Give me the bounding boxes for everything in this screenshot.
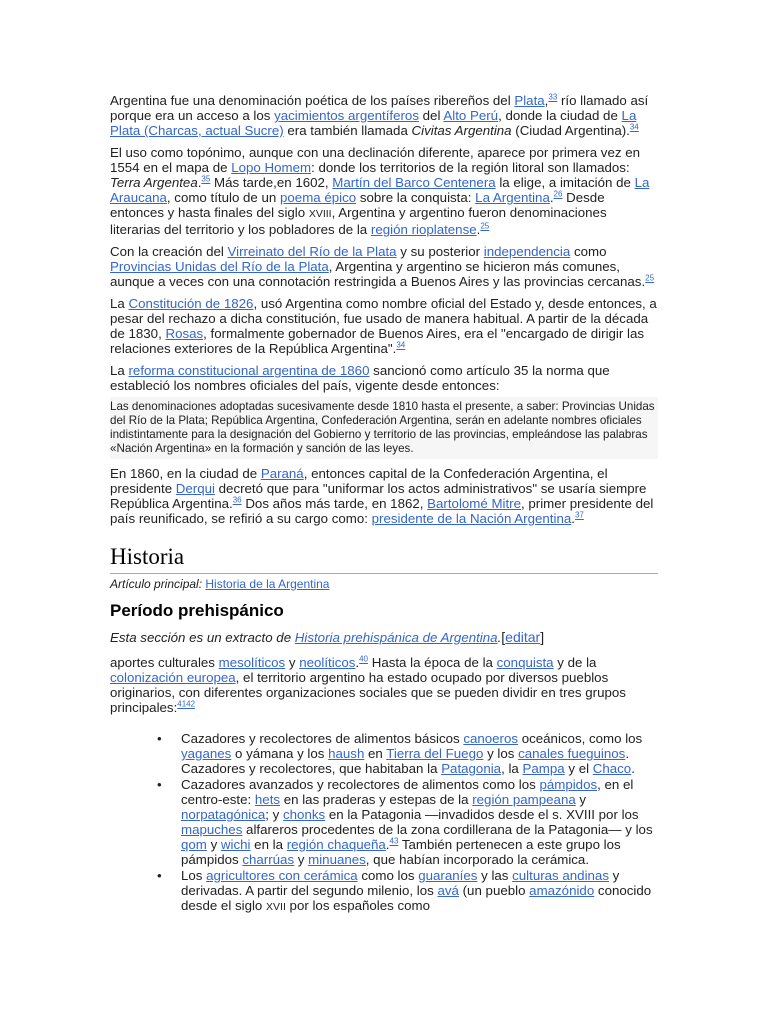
link-poema-epico[interactable]: poema épico — [280, 190, 357, 205]
article-body — [110, 93, 658, 916]
reference-25[interactable]: 25 — [645, 273, 655, 283]
paragraph-virreinato — [110, 244, 658, 289]
italic-text: Terra Argentea — [110, 175, 198, 190]
text: . — [385, 837, 390, 852]
link-canales-fueguinos[interactable]: canales fueguinos — [518, 746, 626, 761]
text: : donde los territorios de la región litoral son llamados: — [311, 160, 630, 175]
century-numeral: XVIII — [308, 208, 332, 220]
link-haush[interactable]: haush — [328, 746, 365, 761]
text: en las praderas y estepas de la — [280, 792, 473, 807]
excerpt-note — [110, 630, 658, 645]
text: , la — [501, 761, 523, 776]
link-derqui[interactable]: Derqui — [175, 481, 215, 496]
text: , en el centro-este: — [181, 777, 634, 807]
link-minuanes[interactable]: minuanes — [308, 852, 366, 867]
italic-text: Civitas Argentina — [411, 123, 512, 138]
link-mapuches[interactable]: mapuches — [181, 822, 243, 837]
edit-link[interactable]: editar — [505, 629, 541, 645]
link-canoeros[interactable]: canoeros — [463, 731, 519, 746]
text: . — [549, 190, 554, 205]
text: Argentina fue una denominación poética de los países ribereños del — [110, 93, 515, 108]
link-alto-peru[interactable]: Alto Perú — [443, 108, 499, 123]
link-region-pampeana[interactable]: región pampeana — [472, 792, 576, 807]
text: , donde la ciudad de — [498, 108, 622, 123]
link-virreinato[interactable]: Virreinato del Río de la Plata — [227, 244, 397, 259]
text: sobre la conquista: — [356, 190, 476, 205]
link-lopo-homem[interactable]: Lopo Homem — [231, 160, 312, 175]
paragraph-pueblos — [110, 655, 658, 715]
text: , usó Argentina como nombre oficial del Estado y, desde entonces, a pesar del rechazo a dicha constitución, fue usado de manera habitual. A partir de la década de 1830, — [110, 296, 657, 341]
link-patagonia[interactable]: Patagonia — [441, 761, 502, 776]
reference-41[interactable]: 41 — [177, 699, 187, 709]
text: Desde entonces y hasta finales del siglo — [110, 190, 605, 220]
text: . — [631, 761, 635, 776]
text: sancionó como artículo 35 la norma que estableció los nombres oficiales del país, vigente desde entonces: — [110, 363, 610, 393]
reference-37[interactable]: 37 — [574, 510, 584, 520]
reference-25[interactable]: 25 — [480, 221, 490, 231]
text: y de la — [553, 655, 597, 670]
link-historia-argentina[interactable]: Historia de la Argentina — [205, 577, 330, 591]
blockquote-article-35: Las denominaciones adoptadas sucesivamente desde 1810 hasta el presente, a saber: Provincias Unidas del Río de la Plata; República Argentina, Confederación Argentina, serán en adelante nombres oficiales indistintamente para la designación del Gobierno y territorio de las provincias, empleándose las palabras «Nación Argentina» en la formación y sanción de las leyes. — [110, 397, 658, 459]
text: era también llamada — [283, 123, 412, 138]
list-item — [157, 868, 658, 915]
text: aportes culturales — [110, 655, 219, 670]
text: , que habían incorporado la cerámica. — [365, 852, 590, 867]
link-rosas[interactable]: Rosas — [165, 326, 204, 341]
reference-34[interactable]: 34 — [396, 340, 406, 350]
text: , el territorio argentino ha estado ocupado por diversos pueblos originarios, con diferentes organizaciones sociales que se pueden dividir en tres grupos principales: — [110, 670, 626, 715]
text: en la Patagonia —invadidos desde el s. XVIII por los — [325, 807, 639, 822]
link-pampidos[interactable]: pámpidos — [539, 777, 598, 792]
reference-26[interactable]: 26 — [553, 189, 563, 199]
list-groups — [110, 731, 658, 915]
link-guaranies[interactable]: guaraníes — [418, 868, 478, 883]
link-la-plata[interactable]: La Plata (Charcas, actual Sucre) — [110, 108, 637, 138]
text: Cazadores avanzados y recolectores de alimentos como los — [181, 777, 540, 792]
link-la-argentina[interactable]: La Argentina — [475, 190, 550, 205]
text: Cazadores y recolectores de alimentos básicos — [181, 731, 464, 746]
link-reforma-1860[interactable]: reforma constitucional argentina de 1860 — [128, 363, 370, 378]
paragraph-constitucion — [110, 296, 658, 356]
bracket: ] — [540, 629, 545, 645]
text: La — [110, 363, 129, 378]
link-neoliticos[interactable]: neolíticos — [299, 655, 356, 670]
text: y las — [477, 868, 513, 883]
reference-43[interactable]: 43 — [389, 836, 399, 846]
century-numeral: XVII — [266, 901, 286, 913]
link-independencia[interactable]: independencia — [483, 244, 571, 259]
text: y su posterior — [396, 244, 484, 259]
bracket: [ — [501, 629, 506, 645]
text: alfareros procedentes de la zona cordillerana de la Patagonia— y los — [242, 822, 653, 837]
paragraph-etymology: Argentina fue una denominación poética de los países ribereños del Plata,$^{33}$ río llamado así porque era un acceso a los yacimientos argentíferos del Alto Perú, donde la ciudad de La Plata (Charcas, actual Sucre) era también llamada Civitas Argentina (Ciudad Argentina).$^{34}$ — [110, 92, 649, 138]
text: ; y — [265, 807, 284, 822]
bullet: • — [157, 777, 162, 792]
link-barco-centenera[interactable]: Martín del Barco Centenera — [332, 175, 496, 190]
text: , entonces capital de la Confederación Argentina, el presidente — [110, 466, 608, 496]
text: También pertenecen a este grupo los pámpidos — [181, 837, 621, 867]
text: oceánicos, como los — [518, 731, 643, 746]
text: . — [497, 630, 502, 645]
excerpt-text: Esta sección es un extracto de — [110, 630, 295, 645]
link-constitucion-1826[interactable]: Constitución de 1826 — [128, 296, 254, 311]
text: (un pueblo — [458, 883, 530, 898]
bullet: • — [157, 868, 162, 883]
link-chaco[interactable]: Chaco — [592, 761, 632, 776]
text: como los — [357, 868, 419, 883]
link-qom[interactable]: qom — [181, 837, 207, 852]
text: y — [206, 837, 221, 852]
text: y derivadas. A partir del segundo milenio, los — [181, 868, 620, 898]
text: , formalmente gobernador de Buenos Aires, era el "encargado de dirigir las relaciones exteriores de la República Argentina". — [110, 326, 644, 356]
section-heading-historia: Historia — [110, 544, 658, 574]
link-conquista[interactable]: conquista — [496, 655, 554, 670]
link-norpatagonica[interactable]: norpatagónica — [181, 807, 266, 822]
text: como — [570, 244, 607, 259]
list-item — [157, 777, 658, 867]
text: por los españoles como — [285, 898, 430, 913]
list-item — [157, 731, 658, 776]
text: , como título de un — [166, 190, 281, 205]
text: conocido desde el siglo — [181, 883, 652, 913]
link-agricultores-ceramica[interactable]: agricultores con cerámica — [206, 868, 358, 883]
text: y el — [564, 761, 593, 776]
text: , Argentina y argentino se hicieron más comunes, aunque a veces con una connotación restringida a Buenos Aires y las provincias cercanas. — [110, 259, 646, 289]
text: río llamado así porque era un acceso a los — [110, 93, 649, 123]
paragraph-parana — [110, 466, 658, 526]
link-region-rioplatense[interactable]: región rioplatense — [370, 222, 477, 237]
paragraph-reforma — [110, 363, 658, 393]
reference-36[interactable]: 36 — [232, 495, 242, 505]
text: El uso como topónimo, aunque con una declinación diferente, aparece por primera vez en 1554 en el mapa de — [110, 145, 640, 175]
text: Hasta la época de la — [368, 655, 497, 670]
text: (Ciudad Argentina). — [511, 123, 630, 138]
text: del — [418, 108, 444, 123]
text: la elige, a imitación de — [495, 175, 635, 190]
link-pampa[interactable]: Pampa — [522, 761, 565, 776]
text: . — [571, 511, 575, 526]
text: . — [476, 222, 481, 237]
link-yacimientos[interactable]: yacimientos argentíferos — [274, 108, 419, 123]
link-historia-prehispanica[interactable]: Historia prehispánica de Argentina — [294, 630, 498, 645]
hatnote-main-article — [110, 577, 658, 592]
link-ava[interactable]: avá — [437, 883, 459, 898]
reference-42[interactable]: 42 — [186, 699, 196, 709]
link-la-araucana[interactable]: La Araucana — [110, 175, 650, 205]
hatnote-label: Artículo principal: — [110, 577, 203, 591]
link-culturas-andinas[interactable]: culturas andinas — [512, 868, 609, 883]
text: Los — [181, 868, 207, 883]
text: . — [355, 655, 360, 670]
link-region-chaquena[interactable]: región chaqueña — [286, 837, 386, 852]
link-charruas[interactable]: charrúas — [242, 852, 295, 867]
link-parana[interactable]: Paraná — [260, 466, 304, 481]
reference-35[interactable]: 35 — [201, 174, 211, 184]
link-presidente-nacion[interactable]: presidente de la Nación Argentina — [371, 511, 572, 526]
link-hets[interactable]: hets — [254, 792, 281, 807]
text: . Cazadores y recolectores, que habitaban la — [181, 746, 630, 776]
text: o yámana y los — [231, 746, 329, 761]
link-amazonido[interactable]: amazónido — [529, 883, 595, 898]
link-provincias-unidas[interactable]: Provincias Unidas del Río de la Plata — [110, 259, 329, 274]
text: En 1860, en la ciudad de — [110, 466, 261, 481]
link-chonks[interactable]: chonks — [283, 807, 326, 822]
text: , primer presidente del país reunificado, se refirió a su cargo como: — [110, 496, 654, 526]
link-mesoliticos[interactable]: mesolíticos — [218, 655, 286, 670]
text: y — [285, 655, 300, 670]
text: Con la creación del — [110, 244, 228, 259]
text: y — [575, 792, 587, 807]
reference-34[interactable]: 34 — [629, 122, 639, 132]
text: y los — [483, 746, 519, 761]
text: La — [110, 296, 129, 311]
text: , Argentina y argentino fueron denominaciones literarias del territorio y los pobladores de la — [110, 205, 607, 237]
paragraph-toponym — [110, 145, 658, 237]
text: . — [197, 175, 202, 190]
link-colonizacion-europea[interactable]: colonización europea — [110, 670, 236, 685]
reference-33[interactable]: 33 — [548, 92, 558, 102]
text: Dos años más tarde, en 1862, — [241, 496, 428, 511]
reference-40[interactable]: 40 — [359, 654, 369, 664]
link-plata[interactable]: Plata — [514, 93, 545, 108]
link-wichi[interactable]: wichi — [220, 837, 251, 852]
text: en — [364, 746, 387, 761]
subsection-heading-prehispanico: Período prehispánico — [110, 601, 284, 620]
text: decretó que para "uniformar los actos administrativos" se usaría siempre República Argentina. — [110, 481, 647, 511]
link-bartolome-mitre[interactable]: Bartolomé Mitre — [427, 496, 522, 511]
link-tierra-del-fuego[interactable]: Tierra del Fuego — [386, 746, 484, 761]
edit-section — [501, 629, 544, 645]
text: y — [294, 852, 309, 867]
bullet: • — [157, 731, 162, 746]
text: en la — [250, 837, 287, 852]
text: Más tarde,en 1602, — [210, 175, 333, 190]
link-yaganes[interactable]: yaganes — [181, 746, 232, 761]
